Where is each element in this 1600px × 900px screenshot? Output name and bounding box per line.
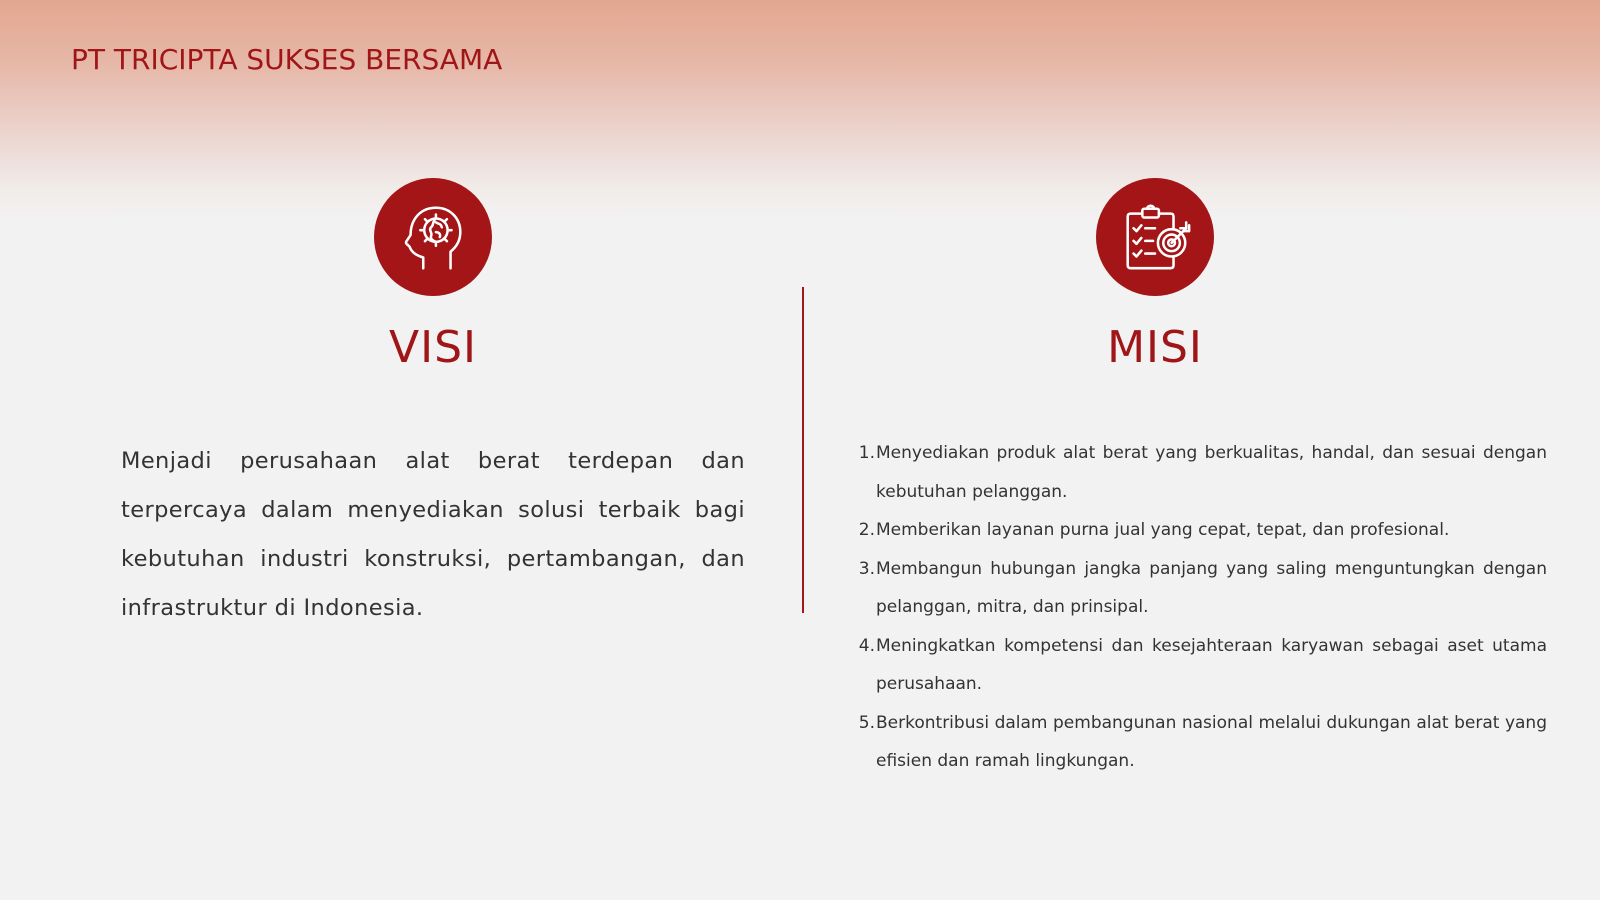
misi-item-number: 1. bbox=[858, 443, 875, 463]
misi-item-number: 3. bbox=[858, 558, 875, 579]
misi-item-number: 4. bbox=[858, 635, 875, 656]
visi-title: VISI bbox=[389, 322, 477, 373]
clipboard-target-icon bbox=[1116, 198, 1194, 276]
misi-item-2 bbox=[858, 511, 1547, 550]
misi-item-text: Memberikan layanan purna jual yang cepat, tepat, dan profesional. bbox=[876, 520, 1450, 540]
misi-list bbox=[858, 434, 1547, 781]
section-divider bbox=[802, 287, 804, 613]
misi-item-text: Berkontribusi dalam pembangunan nasional melalui dukungan alat berat yang efisien dan ramah lingkungan. bbox=[876, 712, 1547, 771]
misi-item-number: 2. bbox=[858, 520, 875, 540]
brain-gear-head-icon bbox=[394, 198, 472, 276]
misi-item-number: 5. bbox=[858, 712, 875, 733]
visi-statement: Menjadi perusahaan alat berat terdepan dan terpercaya dalam menyediakan solusi terbaik bagi kebutuhan industri konstruksi, pertambangan, dan infrastruktur di Indonesia. bbox=[121, 448, 745, 621]
misi-item-5 bbox=[858, 704, 1547, 781]
misi-icon-badge bbox=[1096, 178, 1214, 296]
misi-item-text: Membangun hubungan jangka panjang yang saling menguntungkan dengan pelanggan, mitra, dan prinsipal. bbox=[876, 558, 1547, 617]
misi-title: MISI bbox=[1107, 322, 1203, 373]
misi-item-3 bbox=[858, 550, 1547, 627]
company-name: PT TRICIPTA SUKSES BERSAMA bbox=[71, 43, 503, 76]
misi-item-1 bbox=[858, 434, 1547, 511]
misi-item-text: Meningkatkan kompetensi dan kesejahteraan karyawan sebagai aset utama perusahaan. bbox=[876, 635, 1547, 694]
misi-item-4 bbox=[858, 627, 1547, 704]
visi-icon-badge bbox=[374, 178, 492, 296]
misi-item-text: Menyediakan produk alat berat yang berkualitas, handal, dan sesuai dengan kebutuhan pelanggan. bbox=[876, 443, 1547, 502]
